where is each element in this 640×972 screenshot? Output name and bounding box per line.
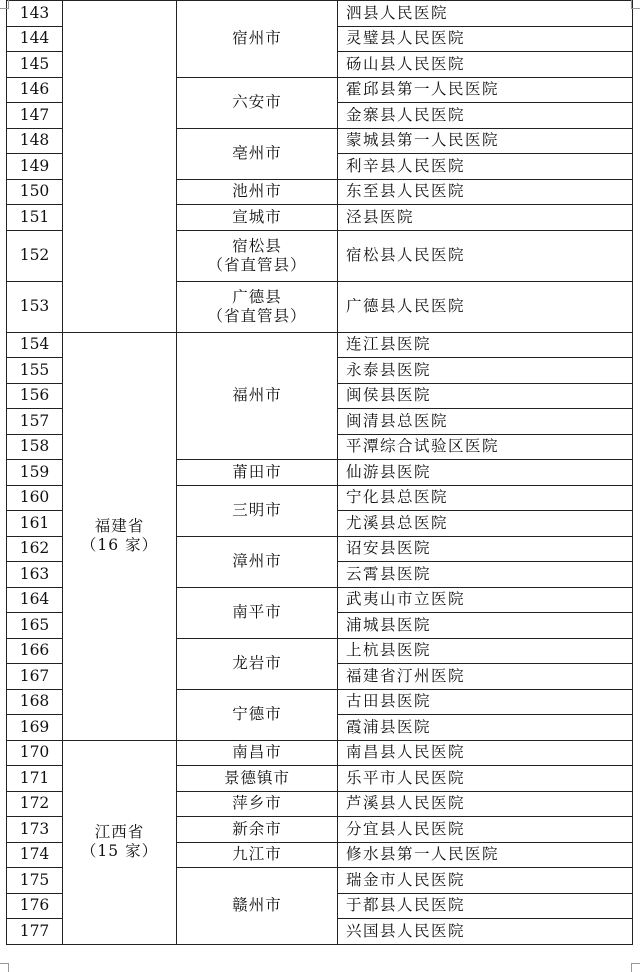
city-cell: 龙岩市 [177, 638, 338, 689]
row-number: 173 [7, 817, 63, 843]
row-number: 153 [7, 281, 63, 332]
row-number: 147 [7, 103, 63, 129]
hospital-name: 古田县医院 [338, 689, 633, 715]
hospital-name: 修水县第一人民医院 [338, 842, 633, 868]
city-cell: 六安市 [177, 77, 338, 128]
city-cell: 南平市 [177, 587, 338, 638]
hospital-name: 霞浦县医院 [338, 715, 633, 741]
hospital-name: 永泰县医院 [338, 358, 633, 384]
table-row [7, 1, 633, 27]
hospital-name: 瑞金市人民医院 [338, 868, 633, 894]
province-cell-fujian [63, 332, 177, 740]
province-cell-jiangxi [63, 740, 177, 944]
hospital-name: 连江县医院 [338, 332, 633, 358]
row-number: 148 [7, 128, 63, 154]
row-number: 156 [7, 383, 63, 409]
row-number: 160 [7, 485, 63, 511]
province-count: （15 家） [80, 842, 159, 860]
hospital-name: 闽清县总医院 [338, 409, 633, 435]
city-cell: 南昌市 [177, 740, 338, 766]
city-cell: 新余市 [177, 817, 338, 843]
city-cell: 三明市 [177, 485, 338, 536]
hospital-name: 兴国县人民医院 [338, 919, 633, 945]
hospital-name: 金寨县人民医院 [338, 103, 633, 129]
city-cell: 池州市 [177, 179, 338, 205]
crop-mark-bottom-left [0, 963, 9, 972]
hospital-name: 浦城县医院 [338, 613, 633, 639]
row-number: 170 [7, 740, 63, 766]
city-cell: 宣城市 [177, 205, 338, 231]
row-number: 164 [7, 587, 63, 613]
row-number: 175 [7, 868, 63, 894]
hospital-name: 福建省汀州医院 [338, 664, 633, 690]
row-number: 169 [7, 715, 63, 741]
city-name: 广德县 [232, 287, 282, 306]
row-number: 162 [7, 536, 63, 562]
hospital-name: 灵璧县人民医院 [338, 26, 633, 52]
table-row [7, 332, 633, 358]
row-number: 150 [7, 179, 63, 205]
table-row [7, 740, 633, 766]
province-count: （16 家） [80, 536, 159, 554]
hospital-name: 蒙城县第一人民医院 [338, 128, 633, 154]
hospital-name: 上杭县医院 [338, 638, 633, 664]
row-number: 151 [7, 205, 63, 231]
province-cell-anhui [63, 1, 177, 333]
city-cell: 莆田市 [177, 460, 338, 486]
city-cell: 九江市 [177, 842, 338, 868]
row-number: 177 [7, 919, 63, 945]
city-name: 宿松县 [232, 236, 282, 255]
row-number: 171 [7, 766, 63, 792]
hospital-name: 云霄县医院 [338, 562, 633, 588]
province-name: 江西省 [94, 823, 145, 841]
hospital-name: 南昌县人民医院 [338, 740, 633, 766]
hospital-name: 宁化县总医院 [338, 485, 633, 511]
city-cell: 漳州市 [177, 536, 338, 587]
row-number: 172 [7, 791, 63, 817]
hospital-name: 砀山县人民医院 [338, 52, 633, 78]
row-number: 149 [7, 154, 63, 180]
city-cell [177, 230, 338, 281]
row-number: 163 [7, 562, 63, 588]
row-number: 176 [7, 893, 63, 919]
row-number: 168 [7, 689, 63, 715]
hospital-name: 广德县人民医院 [338, 281, 633, 332]
city-cell: 福州市 [177, 332, 338, 460]
row-number: 154 [7, 332, 63, 358]
hospital-name: 泗县人民医院 [338, 1, 633, 27]
row-number: 145 [7, 52, 63, 78]
hospital-name: 诏安县医院 [338, 536, 633, 562]
city-cell: 赣州市 [177, 868, 338, 945]
hospital-name: 乐平市人民医院 [338, 766, 633, 792]
hospital-name: 东至县人民医院 [338, 179, 633, 205]
city-cell: 宁德市 [177, 689, 338, 740]
hospital-name: 宿松县人民医院 [338, 230, 633, 281]
hospital-table-container [6, 0, 633, 945]
city-cell [177, 281, 338, 332]
row-number: 143 [7, 1, 63, 27]
row-number: 157 [7, 409, 63, 435]
row-number: 144 [7, 26, 63, 52]
city-cell: 景德镇市 [177, 766, 338, 792]
row-number: 165 [7, 613, 63, 639]
city-cell: 萍乡市 [177, 791, 338, 817]
row-number: 152 [7, 230, 63, 281]
hospital-name: 芦溪县人民医院 [338, 791, 633, 817]
hospital-name: 尤溪县总医院 [338, 511, 633, 537]
row-number: 158 [7, 434, 63, 460]
city-cell: 亳州市 [177, 128, 338, 179]
row-number: 174 [7, 842, 63, 868]
hospital-name: 平潭综合试验区医院 [338, 434, 633, 460]
row-number: 146 [7, 77, 63, 103]
row-number: 155 [7, 358, 63, 384]
hospital-name: 霍邱县第一人民医院 [338, 77, 633, 103]
province-name: 福建省 [94, 517, 145, 535]
city-note: （省直管县） [207, 255, 307, 274]
row-number: 159 [7, 460, 63, 486]
hospital-name: 泾县医院 [338, 205, 633, 231]
row-number: 166 [7, 638, 63, 664]
row-number: 161 [7, 511, 63, 537]
city-cell: 宿州市 [177, 1, 338, 78]
hospital-name: 仙游县医院 [338, 460, 633, 486]
hospital-name: 闽侯县医院 [338, 383, 633, 409]
crop-mark-top-left [0, 0, 9, 9]
hospital-name: 于都县人民医院 [338, 893, 633, 919]
city-note: （省直管县） [207, 306, 307, 325]
crop-mark-top-right [631, 0, 640, 9]
row-number: 167 [7, 664, 63, 690]
hospital-table [6, 0, 633, 945]
hospital-name: 利辛县人民医院 [338, 154, 633, 180]
hospital-name: 分宜县人民医院 [338, 817, 633, 843]
crop-mark-bottom-right [631, 963, 640, 972]
hospital-name: 武夷山市立医院 [338, 587, 633, 613]
